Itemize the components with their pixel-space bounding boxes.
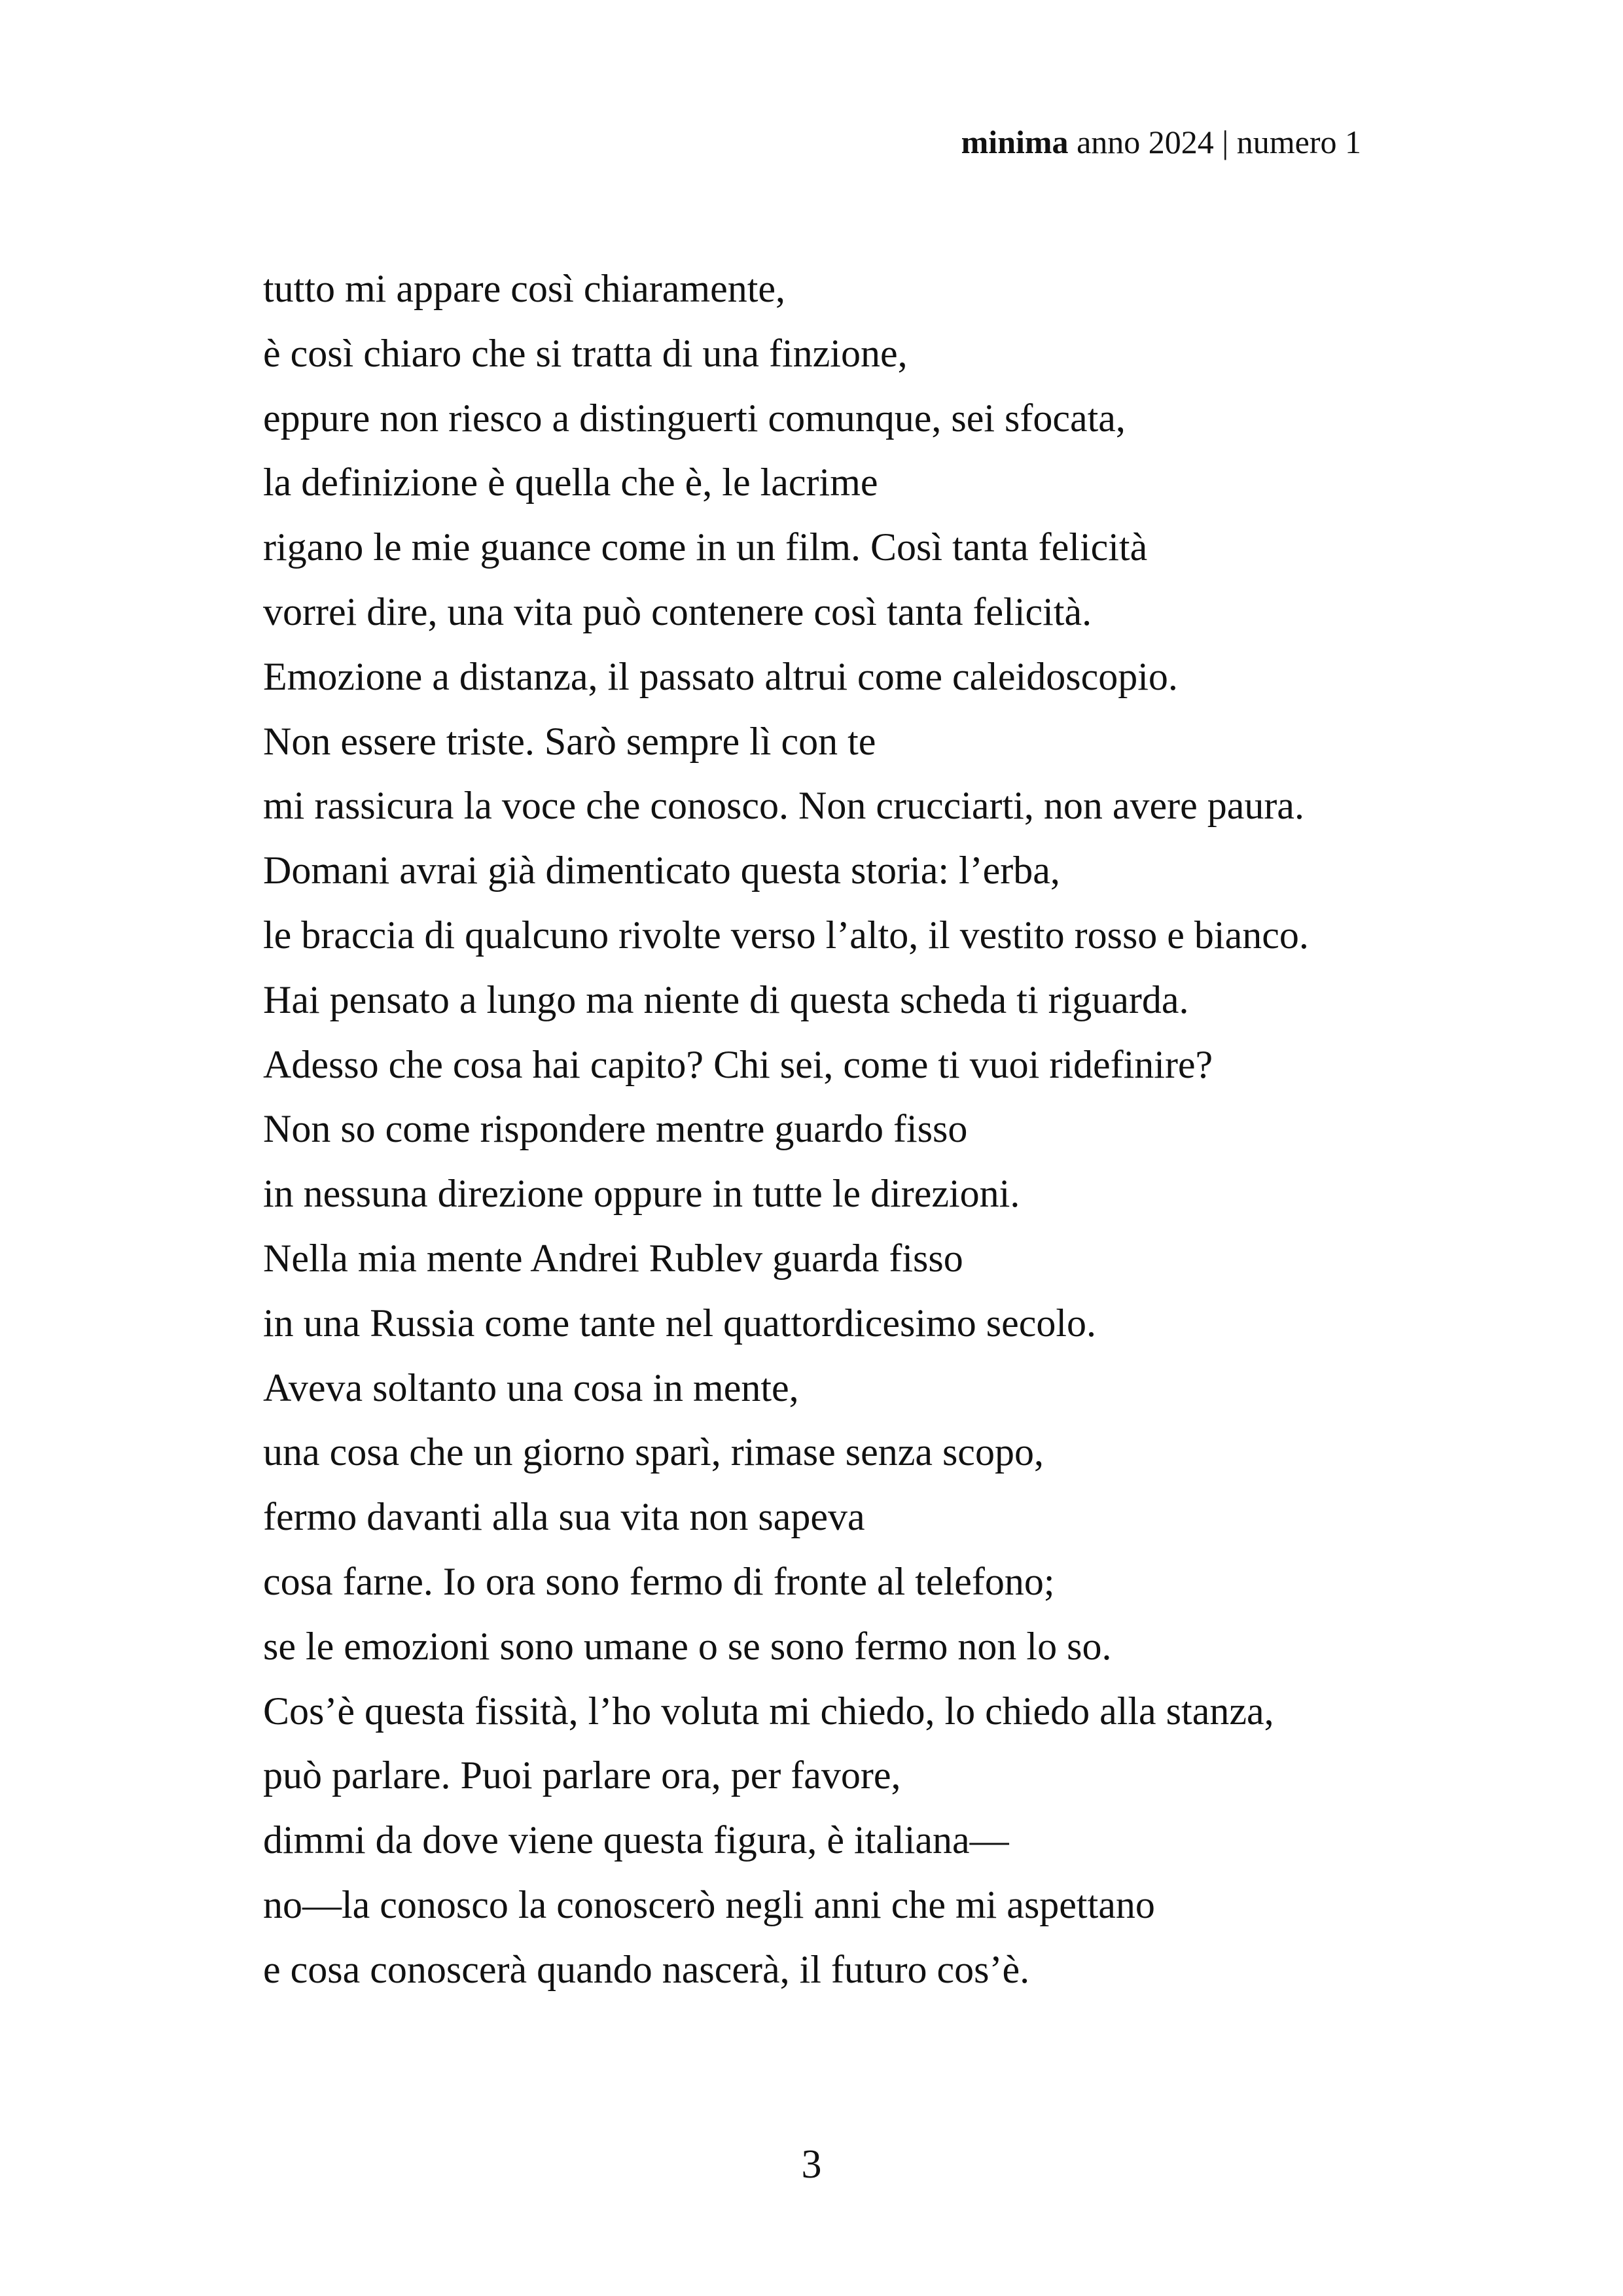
poem-line: Adesso che cosa hai capito? Chi sei, come ti vuoi ridefinire? <box>263 1042 1213 1086</box>
poem-line: eppure non riesco a distinguerti comunque, sei sfocata, <box>263 396 1126 440</box>
poem-line: dimmi da dove viene questa figura, è italiana— <box>263 1818 1009 1862</box>
poem-line: no—la conosco la conoscerò negli anni che mi aspettano <box>263 1882 1155 1926</box>
poem-line: è così chiaro che si tratta di una finzione, <box>263 331 908 375</box>
poem-line: e cosa conoscerà quando nascerà, il futuro cos’è. <box>263 1947 1030 1991</box>
poem-line: vorrei dire, una vita può contenere così tanta felicità. <box>263 590 1092 633</box>
poem-line: Domani avrai già dimenticato questa storia: l’erba, <box>263 849 1060 892</box>
journal-name: minima <box>961 124 1069 160</box>
page-number: 3 <box>801 2142 822 2187</box>
poem-line: Emozione a distanza, il passato altrui come caleidoscopio. <box>263 654 1178 698</box>
poem-line: fermo davanti alla sua vita non sapeva <box>263 1495 865 1539</box>
poem-line: Non essere triste. Sarò sempre lì con te <box>263 719 876 763</box>
poem-line: una cosa che un giorno sparì, rimase senza scopo, <box>263 1430 1044 1474</box>
poem-line: se le emozioni sono umane o se sono fermo non lo so. <box>263 1624 1112 1668</box>
poem-line: rigano le mie guance come in un film. Così tanta felicità <box>263 525 1148 569</box>
poem-line: mi rassicura la voce che conosco. Non crucciarti, non avere paura. <box>263 784 1304 828</box>
poem-line: Aveva soltanto una cosa in mente, <box>263 1366 799 1409</box>
poem-line: Non so come rispondere mentre guardo fisso <box>263 1107 968 1151</box>
poem-line: le braccia di qualcuno rivolte verso l’alto, il vestito rosso e bianco. <box>263 913 1309 957</box>
poem-line: tutto mi appare così chiaramente, <box>263 267 786 310</box>
poem-line: Nella mia mente Andrei Rublev guarda fisso <box>263 1236 963 1280</box>
poem-line: cosa farne. Io ora sono fermo di fronte al telefono; <box>263 1559 1055 1603</box>
running-header <box>961 119 1361 165</box>
poem-line: in nessuna direzione oppure in tutte le direzioni. <box>263 1172 1020 1216</box>
poem-body <box>263 256 1376 2002</box>
poem-line: Hai pensato a lungo ma niente di questa scheda ti riguarda. <box>263 978 1189 1021</box>
poem-line: può parlare. Puoi parlare ora, per favore, <box>263 1754 901 1797</box>
poem-line: Cos’è questa fissità, l’ho voluta mi chiedo, lo chiedo alla stanza, <box>263 1689 1274 1733</box>
poem-line: in una Russia come tante nel quattordicesimo secolo. <box>263 1301 1097 1345</box>
poem-line: la definizione è quella che è, le lacrime <box>263 461 878 504</box>
issue-info: anno 2024 | numero 1 <box>1077 124 1361 160</box>
